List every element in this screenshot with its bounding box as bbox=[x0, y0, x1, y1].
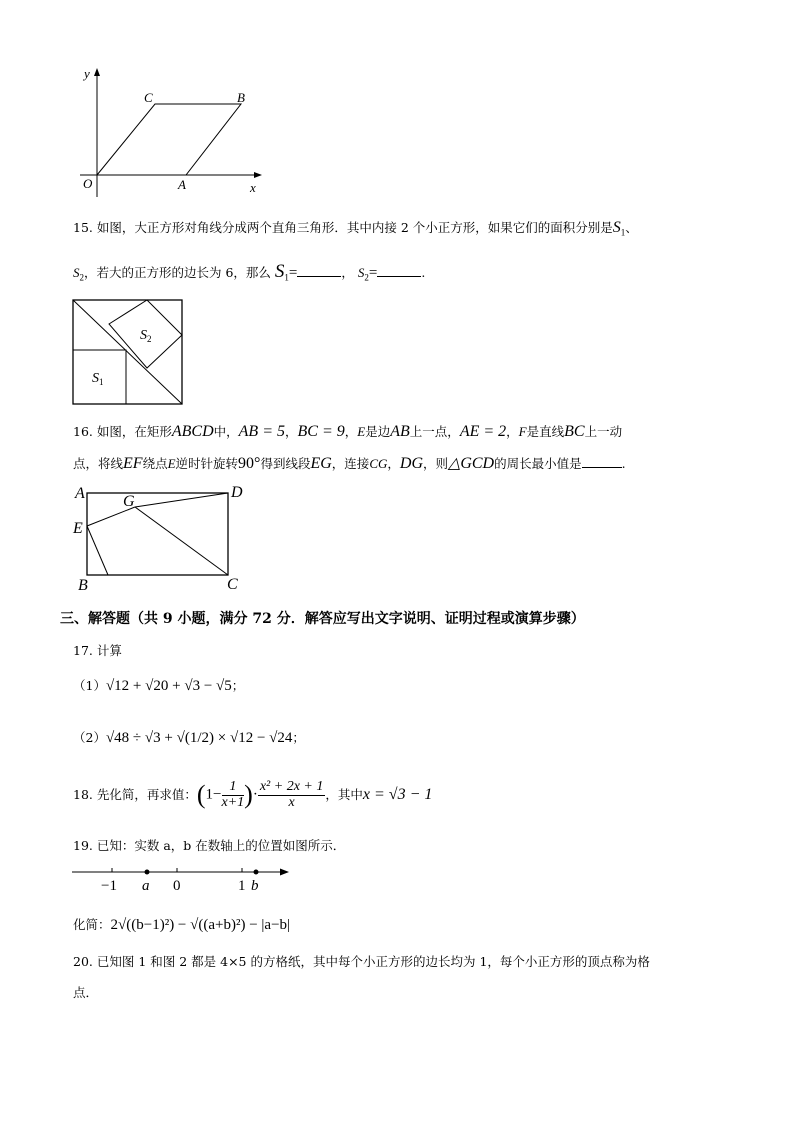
q16-t10: 得到线段 bbox=[260, 456, 311, 471]
q20-line2: 点． bbox=[73, 985, 99, 1000]
axis-label-b: b bbox=[251, 878, 259, 894]
q16-t13: 的周长最小值是 bbox=[494, 456, 582, 471]
q15-text1-end: 、 bbox=[625, 220, 638, 235]
q17-part2 bbox=[73, 731, 305, 746]
fig15-squares bbox=[72, 298, 184, 406]
q18-text-b: ，其中 bbox=[325, 786, 363, 802]
q16-t9: 逆时针旋转 bbox=[175, 456, 239, 471]
q15-eq2: = bbox=[368, 265, 378, 281]
fig16-label-a: A bbox=[75, 485, 85, 502]
q18-text-a: 18. 先化简，再求值： bbox=[73, 786, 197, 802]
axis-label-0: 0 bbox=[173, 878, 181, 894]
q16-cg: CG bbox=[369, 456, 388, 471]
q19-line1: 19. 已知：实数 a，b 在数轴上的位置如图所示． bbox=[73, 838, 346, 853]
q16-ae2: AE = 2 bbox=[459, 423, 507, 440]
q16-answer-blank[interactable] bbox=[582, 455, 622, 468]
fig14-label-b: B bbox=[237, 90, 245, 105]
fig14-label-x: x bbox=[250, 180, 256, 195]
q15-s1: S bbox=[612, 219, 621, 236]
q15-text1: 15. 如图，大正方形对角线分成两个直角三角形．其中内接 2 个小正方形，如果它们的面积分别是 bbox=[73, 220, 613, 235]
q16-ef: EF bbox=[123, 455, 143, 472]
axis-label-a: a bbox=[142, 878, 150, 894]
q16-t12: ，则 bbox=[423, 456, 449, 471]
q17-p2-semi: ； bbox=[292, 730, 305, 745]
q17-part1 bbox=[73, 679, 244, 694]
q19-simplify-label: 化简： bbox=[73, 917, 111, 932]
fig16-rectangle bbox=[72, 482, 252, 594]
q16-bc: BC bbox=[564, 423, 585, 440]
q17-p2-label: （2） bbox=[73, 730, 106, 745]
fig15-label-s2: $S_2$ bbox=[140, 328, 152, 344]
q15-s2-b-sub: 2 bbox=[364, 272, 369, 283]
q16-e2: E bbox=[167, 456, 176, 471]
q18-frac2: $\frac{\text{x² + 2x + 1}}{x}$ bbox=[259, 779, 324, 810]
q18-frac1: $\frac{1}{x+1}$ bbox=[221, 779, 245, 810]
q15-answer-blank-1[interactable] bbox=[297, 264, 341, 277]
q16-line2: 点，将线EF绕点E逆时针旋转90°得到线段EG，连接CG，DG，则△GCD的周长最小值是 . bbox=[73, 455, 626, 472]
q18-line bbox=[73, 780, 432, 810]
q15-s1-b-sub: 1 bbox=[284, 272, 289, 283]
axis-label-1: 1 bbox=[238, 878, 246, 894]
q16-f: F bbox=[518, 424, 527, 439]
q16-ab: AB bbox=[390, 423, 410, 440]
q17-title: 17. 计算 bbox=[73, 643, 122, 658]
q16-dg: DG bbox=[399, 455, 423, 472]
q16-t3: 是边 bbox=[365, 424, 391, 439]
fig16-label-e: E bbox=[73, 520, 83, 537]
section-3-heading: 三、解答题（共 9 小题，满分 72 分．解答应写出文字说明、证明过程或演算步骤） bbox=[60, 611, 585, 627]
q17-p1-semi: ； bbox=[231, 678, 245, 693]
q15-line1 bbox=[73, 220, 638, 238]
q17-p1-label: （1） bbox=[73, 678, 106, 693]
q19-number-line bbox=[70, 862, 295, 894]
q18-expr: ( bbox=[196, 780, 206, 810]
q16-e: E bbox=[357, 424, 366, 439]
q15-line2 bbox=[73, 262, 425, 283]
q18-x-value: x = √3 − 1 bbox=[362, 786, 433, 804]
q16-t11: ，连接 bbox=[331, 456, 370, 471]
q16-abcd: ABCD bbox=[171, 423, 214, 440]
fig14-label-y: y bbox=[84, 66, 90, 81]
fig14-label-o: O bbox=[83, 176, 93, 191]
q16-t4: 上一点， bbox=[409, 424, 460, 439]
fig16-label-b: B bbox=[78, 577, 88, 594]
q15-s2-prefix: S bbox=[73, 265, 80, 280]
q16-bc9: BC = 9 bbox=[297, 423, 345, 440]
q16-triangle: △GCD bbox=[448, 455, 495, 472]
q19-expr: 2√((b−1)²) − √((a+b)²) − |a−b| bbox=[110, 917, 291, 933]
axis-label-minus1: −1 bbox=[101, 878, 117, 894]
q17-p2-expr: √48 ÷ √3 + √(1/2) × √12 − √24 bbox=[105, 730, 293, 746]
q20-line1: 20. 已知图 1 和图 2 都是 4×5 的方格纸，其中每个小正方形的边长均为 1，每个小正方形的顶点称为格 bbox=[73, 954, 650, 969]
q15-s2-prefix-sub: 2 bbox=[79, 272, 84, 283]
fig14-parallelogram bbox=[70, 62, 270, 202]
q15-comma: ， bbox=[341, 265, 354, 280]
q15-s1-sub: 1 bbox=[620, 227, 626, 238]
q16-t7: 点，将线 bbox=[73, 456, 124, 471]
fig16-label-g: G bbox=[123, 493, 135, 510]
q16-ab5: AB = 5 bbox=[238, 423, 285, 440]
q16-deg: 90° bbox=[238, 455, 261, 472]
q16-t2: 中， bbox=[213, 424, 239, 439]
q15-eq1: = bbox=[288, 265, 298, 281]
q19-simplify bbox=[73, 918, 290, 933]
q15-s1-b: S bbox=[274, 261, 285, 282]
q15-period: . bbox=[421, 265, 426, 280]
q16-t8: 绕点 bbox=[142, 456, 168, 471]
fig15-label-s1: $S_1$ bbox=[92, 371, 104, 387]
q17-p1-expr: √12 + √20 + √3 − √5 bbox=[105, 678, 232, 694]
q15-answer-blank-2[interactable] bbox=[377, 264, 421, 277]
q18-dot: · bbox=[252, 786, 258, 803]
q16-t5: 是直线 bbox=[526, 424, 565, 439]
q16-t1: 16. 如图，在矩形 bbox=[73, 424, 172, 439]
q16-eg: EG bbox=[310, 455, 332, 472]
q16-t6: 上一动 bbox=[584, 424, 623, 439]
q18-one-minus: 1− bbox=[205, 786, 222, 803]
fig16-label-c: C bbox=[227, 576, 238, 593]
q15-text2: ，若大的正方形的边长为 6，那么 bbox=[84, 265, 271, 280]
fig14-label-a: A bbox=[178, 177, 186, 192]
q16-line1: 16. 如图，在矩形ABCD中，AB = 5，BC = 9，E是边AB上一点，AE = 2，F是直线BC上一动 bbox=[73, 423, 623, 440]
q18-rparen: ) bbox=[244, 780, 253, 810]
fig14-label-c: C bbox=[144, 90, 153, 105]
fig16-label-d: D bbox=[231, 484, 243, 501]
q15-s2-b: S bbox=[357, 265, 365, 280]
